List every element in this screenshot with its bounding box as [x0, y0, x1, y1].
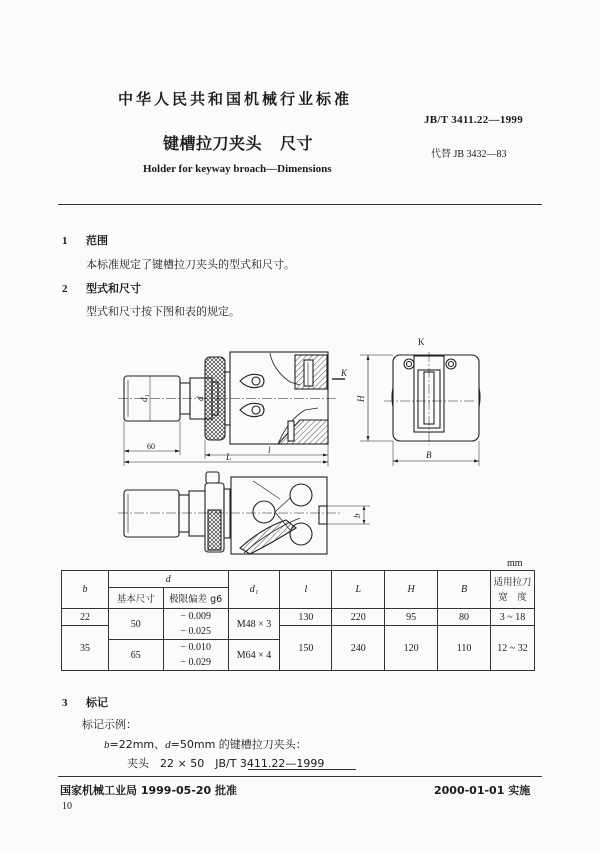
cell-H: 95: [385, 609, 438, 626]
title-part1: 键槽拉刀夹头: [163, 134, 263, 153]
section-2-body: 型式和尺寸按下图和表的规定。: [86, 305, 240, 318]
marking-example-label: 标记示例：: [82, 718, 137, 731]
dimensions-table: [61, 570, 535, 671]
cell-l: 150: [280, 626, 332, 671]
cell-L: 240: [332, 626, 385, 671]
footer-divider: [58, 776, 542, 777]
cell-b: 35: [62, 626, 109, 671]
short-divider: [248, 769, 356, 770]
title-part2: 尺寸: [280, 134, 314, 153]
cell-d-basic: 65: [108, 640, 163, 671]
marking-example-code: 夹头 22 × 50 JB/T 3411.22—1999: [127, 757, 325, 770]
header-d: d: [108, 571, 228, 588]
cell-d-tolerance: − 0.009 − 0.025: [163, 609, 228, 640]
table-unit: mm: [507, 558, 523, 569]
header-B: B: [438, 571, 491, 609]
organization-title: 中华人民共和国机械行业标准: [118, 90, 353, 108]
label-H: H: [356, 395, 366, 402]
cell-l: 130: [280, 609, 332, 626]
header-l: l: [280, 571, 332, 609]
section-1-heading: 1 范围: [62, 234, 108, 247]
approval-note: 国家机械工业局 1999-05-20 批准: [60, 784, 238, 797]
cell-d-tolerance: − 0.010 − 0.029: [163, 640, 228, 671]
header-H: H: [385, 571, 438, 609]
cell-L: 220: [332, 609, 385, 626]
label-K-arrow: K: [341, 368, 348, 378]
marking-example-desc: b=22mm、d=50mm 的键槽拉刀夹头：: [104, 738, 307, 751]
label-d1: d₁: [139, 394, 149, 402]
header-d-tolerance: 极限偏差 g6: [163, 588, 228, 609]
section-2-heading: 2 型式和尺寸: [62, 282, 141, 295]
cell-B: 80: [438, 609, 491, 626]
effective-date: 2000-01-01 实施: [434, 784, 531, 797]
cell-width: 12 ~ 32: [490, 626, 534, 671]
section-3-heading: 3 标记: [62, 696, 108, 709]
label-K-view: K: [418, 337, 425, 347]
page-number: 10: [62, 801, 72, 812]
cell-B: 110: [438, 626, 491, 671]
cell-d1: M48 × 3: [228, 609, 280, 640]
header-broach-width: 适用拉刀 宽 度: [490, 571, 534, 609]
replaces-note: 代替 JB 3432—83: [431, 149, 507, 160]
header-b: b: [62, 571, 109, 609]
label-b: b: [352, 513, 362, 518]
cell-width: 3 ~ 18: [490, 609, 534, 626]
english-title: Holder for keyway broach—Dimensions: [143, 163, 332, 175]
label-l: l: [268, 445, 271, 455]
cell-d-basic: 50: [108, 609, 163, 640]
label-L: L: [226, 452, 232, 462]
cell-d1: M64 × 4: [228, 640, 280, 671]
header-L: L: [332, 571, 385, 609]
header-d1: d₁: [228, 571, 280, 609]
label-B: B: [426, 450, 432, 460]
standard-number: JB/T 3411.22—1999: [424, 114, 524, 126]
cell-H: 120: [385, 626, 438, 671]
side-view-k: [360, 352, 480, 466]
section-1-body: 本标准规定了键槽拉刀夹头的型式和尺寸。: [86, 258, 295, 271]
label-60: 60: [147, 442, 155, 451]
header-d-basic: 基本尺寸: [108, 588, 163, 609]
cell-b: 22: [62, 609, 109, 626]
top-view: [118, 472, 370, 554]
label-d: d: [195, 396, 205, 401]
table-row: [62, 609, 535, 626]
